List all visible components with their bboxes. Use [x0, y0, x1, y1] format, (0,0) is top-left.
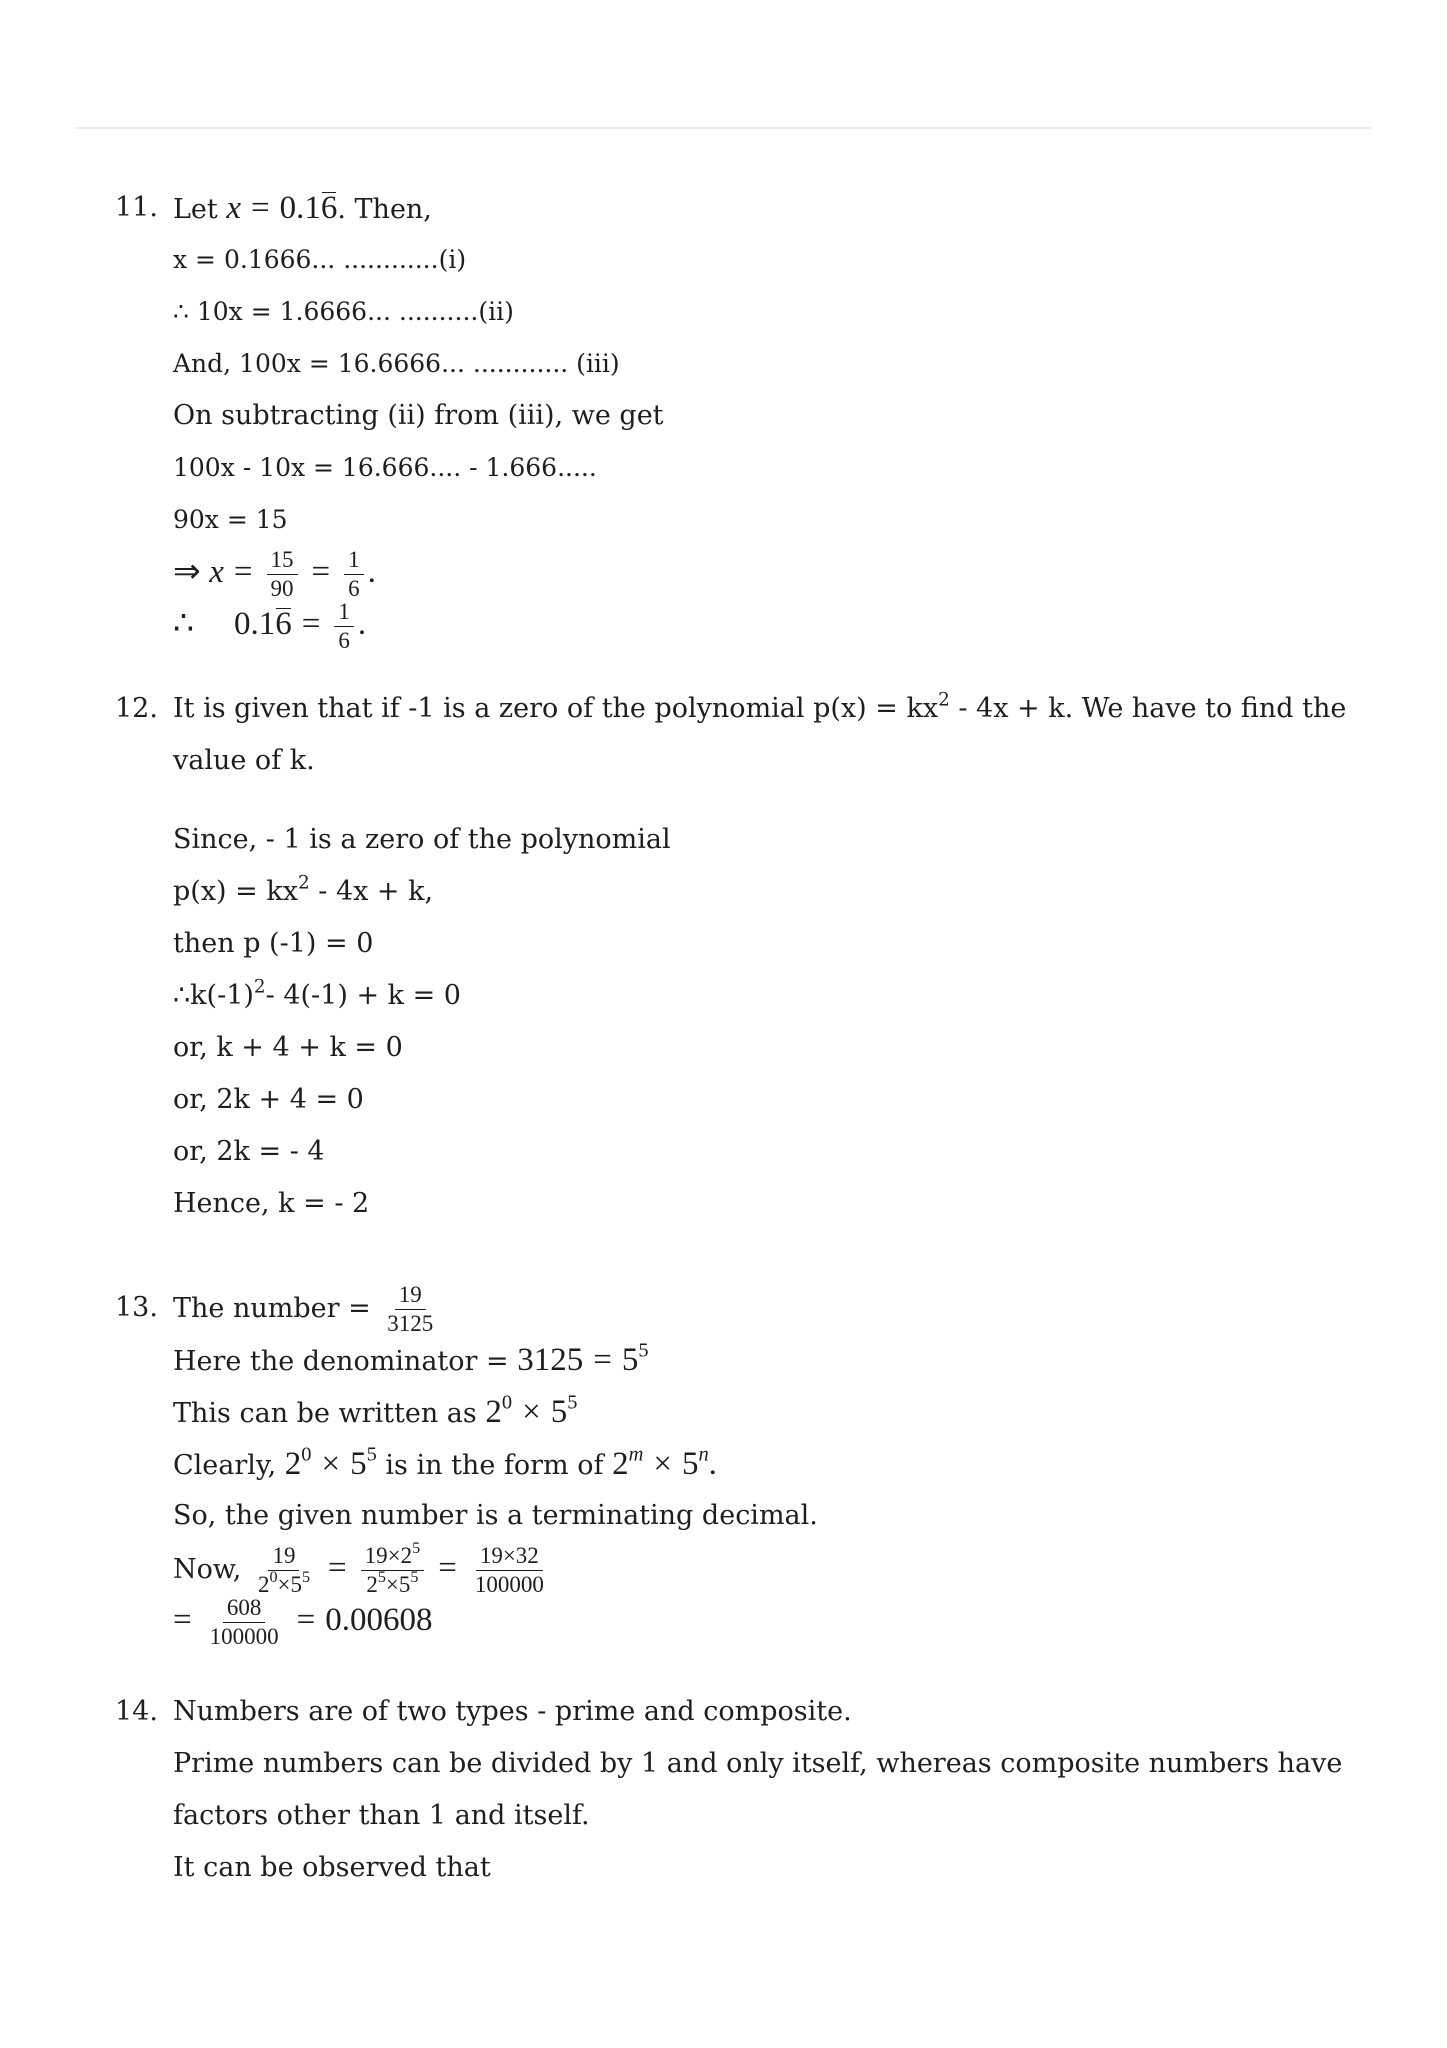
- paragraph: Numbers are of two types - prime and composite.: [173, 1696, 852, 1727]
- step-line: So, the given number is a terminating decimal.: [173, 1500, 818, 1531]
- step-line: And, 100x = 16.6666... ............ (iii): [173, 349, 620, 378]
- written-line: This can be written as $2^0 \times 5^5$: [173, 1391, 578, 1430]
- step-line: Hence, k = - 2: [173, 1188, 370, 1219]
- fraction: $\frac{15}{90}$: [267, 547, 298, 602]
- step-line: or, 2k + 4 = 0: [173, 1084, 364, 1115]
- answer-number: 12.: [115, 693, 158, 724]
- now-line: Now, $\frac{19}{2^0\times 5^5}$ = $\frac{19\times 2^5}{2^5\times 5^5}$ = $\frac{19\times 32}{100000}$: [173, 1542, 1373, 1594]
- answer-number: 14.: [115, 1696, 158, 1727]
- fraction: $\frac{19\times 32}{100000}$: [474, 1543, 544, 1597]
- fraction: $\frac{1}{6}$: [344, 547, 364, 602]
- header-rule: [75, 127, 1372, 129]
- step-line: or, k + 4 + k = 0: [173, 1032, 403, 1063]
- step-line: 100x - 10x = 16.666.... - 1.666.....: [173, 453, 597, 482]
- fraction: $\frac{608}{100000}$: [209, 1595, 279, 1649]
- step-line: x = 0.1666... ............(i): [173, 245, 467, 274]
- recurring-bar: 6: [275, 598, 292, 650]
- fraction: $\frac{19}{2^0\times 5^5}$: [257, 1543, 311, 1597]
- result-line: ∴ 0.16 = $\frac{1}{6}$ .: [173, 599, 367, 653]
- recurring-bar: 6: [321, 182, 338, 234]
- denominator-line: Here the denominator = $3125 = 5^5$: [173, 1339, 649, 1378]
- answer-number: 13.: [115, 1292, 158, 1323]
- step-line: then p (-1) = 0: [173, 928, 374, 959]
- fraction: $\frac{19\times 2^5}{2^5\times 5^5}$: [361, 1543, 425, 1598]
- polynomial-line: $p(x) = kx^2 - 4x + k$,: [173, 872, 434, 907]
- substitution-line: $\therefore k(-1)^2-$ 4(-1) + k = 0: [173, 976, 461, 1011]
- fraction: $\frac{19}{3125}$: [387, 1282, 434, 1336]
- answer-number: 11.: [115, 192, 158, 223]
- fraction: $\frac{1}{6}$: [334, 599, 354, 654]
- step-line: On subtracting (ii) from (iii), we get: [173, 400, 664, 431]
- paragraph: Prime numbers can be divided by 1 and only itself, whereas composite numbers have factors other than 1 and itself.: [173, 1748, 1343, 1831]
- result-line: = $\frac{608}{100000}$ = 0.00608: [173, 1595, 433, 1649]
- clearly-line: Clearly, $2^0 \times 5^5$ is in the form of $2^m \times 5^n$.: [173, 1443, 717, 1482]
- statement: It is given that if -1 is a zero of the polynomial $p(x) = kx^2 - 4x + k$. We have to find the value of k.: [173, 689, 1347, 776]
- step-line: ∴ 10x = 1.6666... ..........(ii): [173, 297, 514, 326]
- paragraph: It can be observed that: [173, 1852, 491, 1883]
- let-line: Let x = 0.16. Then,: [173, 182, 1373, 234]
- number-line: The number = $\frac{19}{3125}$: [173, 1282, 1373, 1334]
- step-line: or, 2k = - 4: [173, 1136, 325, 1167]
- step-line: 90x = 15: [173, 505, 288, 534]
- step-line: Since, - 1 is a zero of the polynomial: [173, 824, 671, 855]
- fraction-line: ⇒ x = $\frac{15}{90}$ = $\frac{1}{6}$ .: [173, 547, 376, 601]
